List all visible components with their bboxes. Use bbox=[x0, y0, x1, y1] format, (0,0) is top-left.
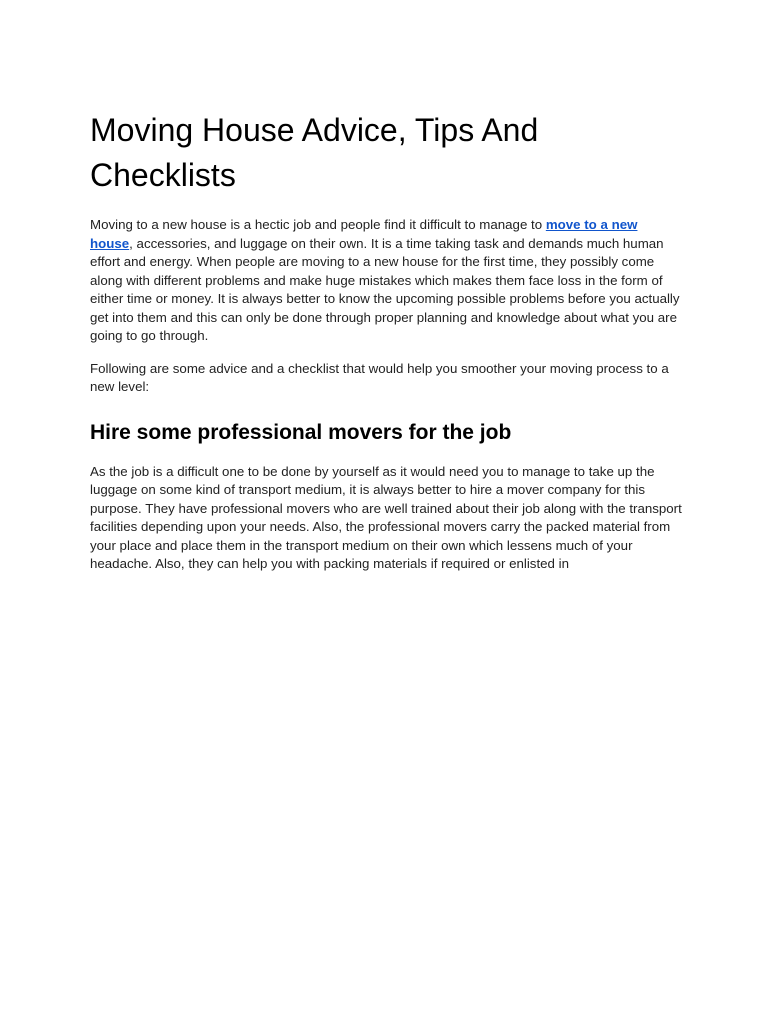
intro-text-after-link: , accessories, and luggage on their own. It is a time taking task and demands much human effort and energy. When people are moving to a new house for the first time, they possibly come along with different problems and make huge mistakes which makes them face loss in the form of either time or money. It is always better to know the upcoming possible problems before you actually get into them and this can only be done through proper planning and knowledge about what you are going to go through. bbox=[90, 235, 680, 343]
document-title: Moving House Advice, Tips And Checklists bbox=[90, 112, 539, 193]
following-paragraph: Following are some advice and a checklist that would help you smoother your moving process to a new level: bbox=[90, 360, 669, 394]
intro-text-before-link: Moving to a new house is a hectic job and people find it difficult to manage to bbox=[90, 217, 546, 232]
section-paragraph: As the job is a difficult one to be done by yourself as it would need you to manage to take up the luggage on some kind of transport medium, it is always better to hire a mover company for this purpose. They have professional movers who are well trained about their job along with the transport facilities depending upon your needs. Also, the professional movers carry the packed material from your place and place them in the transport medium on their own which lessens much of your headache. Also, they can help you with packing materials if required or enlisted in bbox=[90, 463, 682, 571]
move-to-new-house-link[interactable]: move to a new house bbox=[90, 217, 638, 251]
intro-paragraph bbox=[90, 216, 682, 346]
section-heading: Hire some professional movers for the job bbox=[90, 420, 512, 444]
